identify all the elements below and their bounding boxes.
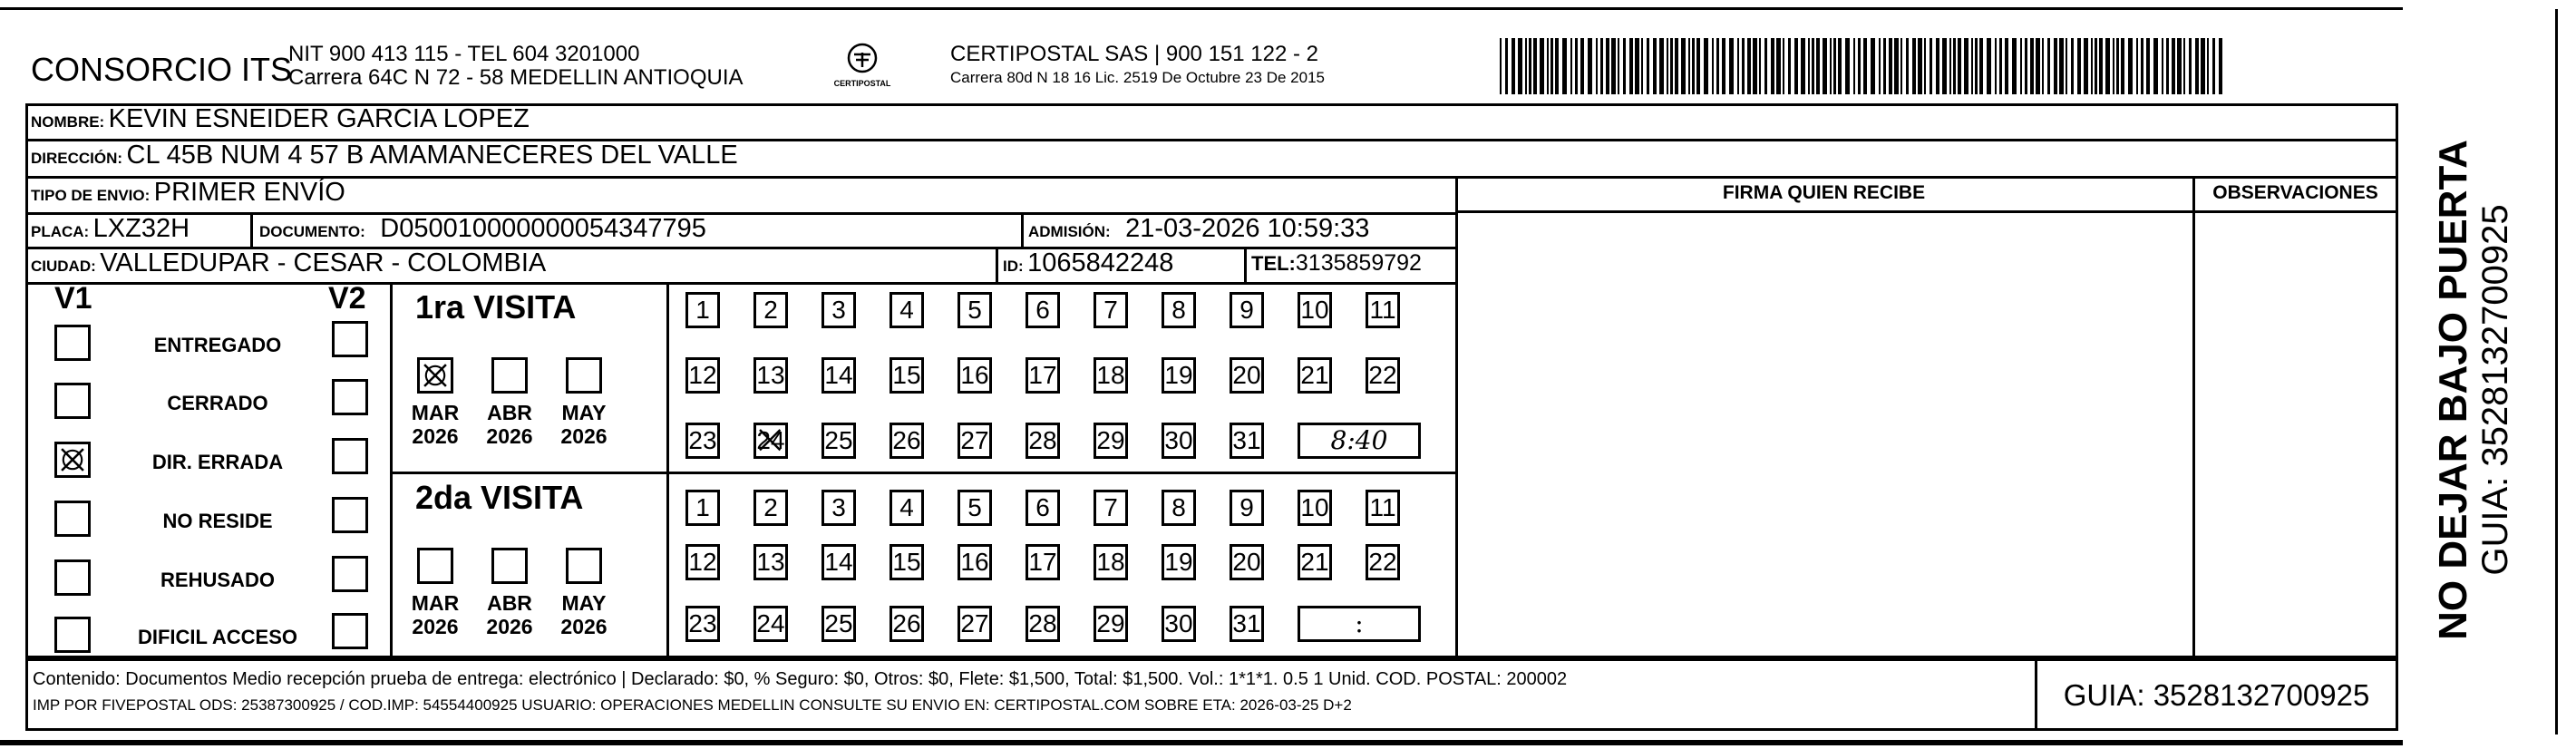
barcode-bar bbox=[1833, 38, 1836, 94]
second-day-23[interactable]: 23 bbox=[685, 606, 720, 642]
barcode-bar bbox=[1838, 38, 1842, 94]
barcode-bar bbox=[1580, 38, 1584, 94]
barcode-bar bbox=[1975, 38, 1978, 94]
documento-row bbox=[259, 214, 706, 244]
bottom-border bbox=[0, 740, 2403, 745]
first-month-label bbox=[408, 401, 462, 448]
first-day-6[interactable]: 6 bbox=[1026, 292, 1060, 328]
second-day-2[interactable]: 2 bbox=[753, 490, 788, 526]
barcode-bar bbox=[1949, 38, 1951, 94]
second-day-22[interactable]: 22 bbox=[1366, 544, 1400, 580]
barcode-bar bbox=[1712, 38, 1714, 94]
barcode-bar bbox=[1737, 38, 1739, 94]
barcode-bar bbox=[1759, 38, 1761, 94]
day-number: 24 bbox=[756, 426, 785, 454]
barcode-bar bbox=[1894, 38, 1899, 94]
second-day-17[interactable]: 17 bbox=[1026, 544, 1060, 580]
second-time-field[interactable]: : bbox=[1298, 606, 1421, 642]
second-day-29[interactable]: 29 bbox=[1094, 606, 1128, 642]
company-address: Carrera 64C N 72 - 58 MEDELLIN ANTIOQUIA bbox=[288, 65, 744, 90]
month-year: 2026 bbox=[486, 615, 533, 638]
barcode-bar bbox=[2121, 38, 2124, 94]
barcode-bar bbox=[2047, 38, 2050, 94]
barcode-bar bbox=[1653, 38, 1657, 94]
barcode-bar bbox=[1889, 38, 1892, 94]
barcode-bar bbox=[1647, 38, 1649, 94]
first-day-12[interactable]: 12 bbox=[685, 357, 720, 394]
side-guia: GUIA: 3528132700925 bbox=[2475, 204, 2515, 576]
barcode-bar bbox=[2020, 38, 2022, 94]
barcode-bar bbox=[1635, 38, 1639, 94]
second-month-checkbox-abr[interactable] bbox=[491, 548, 528, 584]
barcode-bar bbox=[2071, 38, 2074, 94]
second-day-24[interactable]: 24 bbox=[753, 606, 788, 642]
barcode-bar bbox=[2189, 38, 2192, 94]
barcode-bar bbox=[1788, 38, 1791, 94]
first-day-28[interactable]: 28 bbox=[1026, 423, 1060, 459]
status-option-label: DIFICIL ACCESO bbox=[137, 626, 297, 648]
barcode-bar bbox=[1681, 38, 1686, 94]
second-month-checkbox-mar[interactable] bbox=[417, 548, 453, 584]
barcode-bar bbox=[2091, 38, 2093, 94]
month-year: 2026 bbox=[412, 615, 459, 638]
tel-row bbox=[1251, 250, 1422, 277]
firma-header: FIRMA QUIEN RECIBE bbox=[1722, 182, 1926, 203]
barcode-bar bbox=[1618, 38, 1619, 94]
barcode-bar bbox=[2219, 38, 2222, 94]
barcode-bar bbox=[1742, 38, 1745, 94]
second-day-27[interactable]: 27 bbox=[957, 606, 992, 642]
first-day-5[interactable]: 5 bbox=[957, 292, 992, 328]
barcode-bar bbox=[1696, 38, 1700, 94]
barcode-bar bbox=[1863, 38, 1867, 94]
barcode-bar bbox=[1659, 38, 1664, 94]
first-month-checkbox-may[interactable] bbox=[566, 357, 602, 394]
barcode-bar bbox=[2201, 38, 2205, 94]
first-day-22[interactable]: 22 bbox=[1366, 357, 1400, 394]
barcode-bar bbox=[2099, 38, 2103, 94]
logo-text: CERTIPOSTAL bbox=[833, 79, 891, 88]
v1-checkbox-4[interactable] bbox=[54, 559, 91, 596]
first-day-7[interactable]: 7 bbox=[1094, 292, 1128, 328]
v1-checkbox-3[interactable] bbox=[54, 501, 91, 537]
barcode-bar bbox=[1540, 38, 1544, 94]
barcode-bar bbox=[2095, 38, 2097, 94]
second-day-14[interactable]: 14 bbox=[821, 544, 856, 580]
month-year: 2026 bbox=[486, 424, 533, 448]
barcode-bar bbox=[1753, 38, 1757, 94]
company-name: CONSORCIO ITS bbox=[31, 51, 293, 88]
v1-header: V1 bbox=[54, 281, 92, 316]
second-day-25[interactable]: 25 bbox=[821, 606, 856, 642]
right-edge bbox=[2555, 9, 2558, 734]
barcode-bar bbox=[1953, 38, 1956, 94]
admision-label: ADMISIÓN: bbox=[1028, 223, 1111, 240]
barcode-bar bbox=[2153, 38, 2158, 94]
barcode-bar bbox=[2141, 38, 2143, 94]
barcode-bar bbox=[1747, 38, 1751, 94]
second-day-30[interactable]: 30 bbox=[1162, 606, 1196, 642]
barcode-bar bbox=[1871, 38, 1875, 94]
barcode-bar bbox=[1500, 38, 1502, 94]
barcode-bar bbox=[2005, 38, 2008, 94]
barcode-bar bbox=[1999, 38, 2002, 94]
status-option-label: REHUSADO bbox=[160, 569, 275, 591]
second-day-12[interactable]: 12 bbox=[685, 544, 720, 580]
second-month-label bbox=[482, 591, 537, 638]
barcode-bar bbox=[2105, 38, 2110, 94]
second-day-3[interactable]: 3 bbox=[821, 490, 856, 526]
barcode-bar bbox=[1547, 38, 1549, 94]
first-day-18[interactable]: 18 bbox=[1094, 357, 1128, 394]
barcode-bar bbox=[1783, 38, 1784, 94]
v1-checkbox-2[interactable] bbox=[54, 442, 91, 478]
first-day-31[interactable]: 31 bbox=[1230, 423, 1264, 459]
barcode-bar bbox=[1675, 38, 1678, 94]
barcode-bar bbox=[1958, 38, 1961, 94]
barcode-bar bbox=[2077, 38, 2081, 94]
ciudad-value: VALLEDUPAR - CESAR - COLOMBIA bbox=[100, 248, 547, 277]
barcode-bar bbox=[1588, 38, 1592, 94]
v2-header: V2 bbox=[328, 281, 366, 316]
barcode-bar bbox=[1596, 38, 1598, 94]
second-visit-title: 2da VISITA bbox=[415, 479, 584, 516]
barcode-bar bbox=[1900, 38, 1902, 94]
month-name: MAY bbox=[561, 401, 607, 424]
barcode-bar bbox=[1600, 38, 1603, 94]
month-name: MAR bbox=[411, 591, 460, 615]
barcode-bar bbox=[2146, 38, 2150, 94]
first-day-25[interactable]: 25 bbox=[821, 423, 856, 459]
direccion-label: DIRECCIÓN: bbox=[31, 150, 123, 167]
status-option-label: ENTREGADO bbox=[153, 334, 282, 356]
barcode-bar bbox=[2012, 38, 2017, 94]
tipo-value: PRIMER ENVÍO bbox=[153, 178, 345, 207]
barcode-bar bbox=[2059, 38, 2064, 94]
barcode-bar bbox=[2066, 38, 2067, 94]
v2-checkbox-1[interactable] bbox=[332, 379, 368, 415]
barcode-bar bbox=[1794, 38, 1798, 94]
barcode-bar bbox=[1771, 38, 1774, 94]
second-day-16[interactable]: 16 bbox=[957, 544, 992, 580]
barcode-bar bbox=[1936, 38, 1939, 94]
month-name: MAR bbox=[411, 401, 460, 424]
barcode-bar bbox=[1529, 38, 1531, 94]
barcode-bar bbox=[1924, 38, 1926, 94]
placa-label: PLACA: bbox=[31, 223, 90, 240]
first-day-19[interactable]: 19 bbox=[1162, 357, 1196, 394]
placa-row bbox=[31, 214, 190, 244]
first-day-8[interactable]: 8 bbox=[1162, 292, 1196, 328]
barcode-bar bbox=[2025, 38, 2027, 94]
first-day-30[interactable]: 30 bbox=[1162, 423, 1196, 459]
barcode-bar bbox=[1533, 38, 1537, 94]
tel-label: TEL: bbox=[1251, 252, 1296, 275]
barcode-bar bbox=[1606, 38, 1609, 94]
direccion-row bbox=[31, 141, 738, 170]
barcode-bar bbox=[1823, 38, 1827, 94]
barcode-bar bbox=[2212, 38, 2215, 94]
admision-value: 21-03-2026 10:59:33 bbox=[1125, 214, 1370, 243]
barcode-bar bbox=[1906, 38, 1909, 94]
id-value: 1065842248 bbox=[1027, 248, 1174, 277]
first-month-label bbox=[482, 401, 537, 448]
barcode-bar bbox=[1883, 38, 1886, 94]
tipo-row bbox=[31, 178, 345, 208]
placa-value: LXZ32H bbox=[92, 214, 190, 243]
barcode-bar bbox=[2162, 38, 2163, 94]
barcode-bar bbox=[1729, 38, 1734, 94]
documento-value: D050010000000054347795 bbox=[380, 214, 706, 243]
second-day-18[interactable]: 18 bbox=[1094, 544, 1128, 580]
month-year: 2026 bbox=[412, 424, 459, 448]
v1-checkbox-5[interactable] bbox=[54, 617, 91, 653]
barcode-bar bbox=[1830, 38, 1832, 94]
barcode-bar bbox=[1670, 38, 1673, 94]
v2-checkbox-4[interactable] bbox=[332, 556, 368, 592]
barcode-bar bbox=[1692, 38, 1695, 94]
certipostal-license: Carrera 80d N 18 16 Lic. 2519 De Octubre 23 De 2015 bbox=[950, 69, 1325, 86]
v1-checkbox-0[interactable] bbox=[54, 325, 91, 361]
first-month-checkbox-mar[interactable] bbox=[417, 357, 453, 394]
ciudad-label: CIUDAD: bbox=[31, 258, 96, 275]
v2-checkbox-0[interactable] bbox=[332, 321, 368, 357]
first-day-23[interactable]: 23 bbox=[685, 423, 720, 459]
barcode-bar bbox=[1550, 38, 1553, 94]
barcode-bar bbox=[1575, 38, 1578, 94]
second-day-9[interactable]: 9 bbox=[1230, 490, 1264, 526]
barcode-bar bbox=[1942, 38, 1947, 94]
first-day-20[interactable]: 20 bbox=[1230, 357, 1264, 394]
status-option-label: CERRADO bbox=[167, 392, 268, 414]
second-day-10[interactable]: 10 bbox=[1298, 490, 1332, 526]
first-day-16[interactable]: 16 bbox=[957, 357, 992, 394]
first-day-11[interactable]: 11 bbox=[1366, 292, 1400, 328]
barcode-bar bbox=[1667, 38, 1668, 94]
month-year: 2026 bbox=[560, 615, 608, 638]
barcode-bar bbox=[1623, 38, 1626, 94]
first-day-1[interactable]: 1 bbox=[685, 292, 720, 328]
first-day-14[interactable]: 14 bbox=[821, 357, 856, 394]
barcode-bar bbox=[1816, 38, 1820, 94]
barcode-bar bbox=[2177, 38, 2182, 94]
barcode-bar bbox=[2113, 38, 2114, 94]
first-day-26[interactable]: 26 bbox=[889, 423, 924, 459]
second-day-11[interactable]: 11 bbox=[1366, 490, 1400, 526]
second-day-31[interactable]: 31 bbox=[1230, 606, 1264, 642]
barcode-bar bbox=[2183, 38, 2185, 94]
barcode-bar bbox=[2054, 38, 2057, 94]
barcode-bar bbox=[1987, 38, 1991, 94]
barcode-bar bbox=[1611, 38, 1616, 94]
barcode-bar bbox=[2172, 38, 2175, 94]
second-day-5[interactable]: 5 bbox=[957, 490, 992, 526]
footer-contenido: Contenido: Documentos Medio recepción prueba de entrega: electrónico | Declarado: $0, % Seguro: $0, Otros: $0, Flete: $1,500, Total: $1,500. Vol.: 1*1*1. 0.5 1 Unid. COD. POSTAL: 200002 bbox=[33, 669, 1568, 689]
barcode-bar bbox=[2042, 38, 2044, 94]
barcode-bar bbox=[1812, 38, 1814, 94]
certipostal-logo bbox=[831, 42, 894, 88]
second-month-label bbox=[408, 591, 462, 638]
first-day-3[interactable]: 3 bbox=[821, 292, 856, 328]
status-option-label: NO RESIDE bbox=[162, 510, 273, 532]
barcode-bar bbox=[1930, 38, 1932, 94]
second-day-8[interactable]: 8 bbox=[1162, 490, 1196, 526]
first-month-label bbox=[557, 401, 611, 448]
barcode-bar bbox=[1858, 38, 1861, 94]
first-day-2[interactable]: 2 bbox=[753, 292, 788, 328]
barcode-bar bbox=[2207, 38, 2209, 94]
second-day-13[interactable]: 13 bbox=[753, 544, 788, 580]
barcode-bar bbox=[1704, 38, 1708, 94]
barcode-bar bbox=[1716, 38, 1719, 94]
first-day-17[interactable]: 17 bbox=[1026, 357, 1060, 394]
barcode-bar bbox=[1555, 38, 1559, 94]
barcode-bar bbox=[1562, 38, 1567, 94]
second-day-26[interactable]: 26 bbox=[889, 606, 924, 642]
observaciones-header: OBSERVACIONES bbox=[2212, 182, 2378, 203]
barcode-bar bbox=[2195, 38, 2199, 94]
first-day-4[interactable]: 4 bbox=[889, 292, 924, 328]
second-day-20[interactable]: 20 bbox=[1230, 544, 1264, 580]
barcode-bar bbox=[1912, 38, 1916, 94]
footer-guia: GUIA: 3528132700925 bbox=[2063, 678, 2370, 712]
barcode-bar bbox=[2084, 38, 2088, 94]
barcode-bar bbox=[2030, 38, 2034, 94]
first-day-27[interactable]: 27 bbox=[957, 423, 992, 459]
id-row bbox=[1003, 248, 1173, 278]
nombre-row bbox=[31, 104, 530, 134]
first-time-field[interactable]: 8:40 bbox=[1298, 423, 1421, 459]
barcode-bar bbox=[1518, 38, 1522, 94]
barcode-bar bbox=[1764, 38, 1767, 94]
barcode-bar bbox=[1629, 38, 1633, 94]
barcode-bar bbox=[1722, 38, 1725, 94]
barcode-bar bbox=[1808, 38, 1810, 94]
barcode-bar bbox=[2166, 38, 2169, 94]
documento-label: DOCUMENTO: bbox=[259, 223, 365, 240]
first-day-9[interactable]: 9 bbox=[1230, 292, 1264, 328]
v1-checkbox-1[interactable] bbox=[54, 383, 91, 419]
barcode-bar bbox=[1801, 38, 1805, 94]
first-visit-title: 1ra VISITA bbox=[415, 288, 577, 326]
barcode-bar bbox=[1879, 38, 1881, 94]
second-day-6[interactable]: 6 bbox=[1026, 490, 1060, 526]
first-day-15[interactable]: 15 bbox=[889, 357, 924, 394]
ciudad-row bbox=[31, 248, 546, 278]
v2-checkbox-2[interactable] bbox=[332, 438, 368, 474]
month-name: MAY bbox=[561, 591, 607, 615]
barcode-bar bbox=[1525, 38, 1527, 94]
second-day-15[interactable]: 15 bbox=[889, 544, 924, 580]
admision-row bbox=[1028, 214, 1369, 244]
barcode-bar bbox=[1918, 38, 1922, 94]
barcode-bar bbox=[1845, 38, 1850, 94]
tel-value: 3135859792 bbox=[1295, 250, 1422, 276]
second-day-28[interactable]: 28 bbox=[1026, 606, 1060, 642]
second-month-checkbox-may[interactable] bbox=[566, 548, 602, 584]
nombre-label: NOMBRE: bbox=[31, 113, 105, 131]
second-month-label bbox=[557, 591, 611, 638]
month-name: ABR bbox=[487, 401, 532, 424]
company-nit: NIT 900 413 115 - TEL 604 3201000 bbox=[288, 42, 640, 66]
barcode-bar bbox=[2136, 38, 2138, 94]
second-day-4[interactable]: 4 bbox=[889, 490, 924, 526]
month-year: 2026 bbox=[560, 424, 608, 448]
first-day-24[interactable] bbox=[753, 423, 788, 459]
first-day-10[interactable]: 10 bbox=[1298, 292, 1332, 328]
barcode-bar bbox=[2036, 38, 2040, 94]
barcode-bar bbox=[1995, 38, 1997, 94]
direccion-value: CL 45B NUM 4 57 B AMAMANECERES DEL VALLE bbox=[126, 141, 738, 170]
barcode-bar bbox=[1512, 38, 1515, 94]
barcode-bar bbox=[2128, 38, 2133, 94]
second-day-1[interactable]: 1 bbox=[685, 490, 720, 526]
barcode-bar bbox=[1570, 38, 1572, 94]
first-month-checkbox-abr[interactable] bbox=[491, 357, 528, 394]
second-day-19[interactable]: 19 bbox=[1162, 544, 1196, 580]
barcode-bar bbox=[1971, 38, 1973, 94]
status-option-label: DIR. ERRADA bbox=[151, 451, 284, 473]
nombre-value: KEVIN ESNEIDER GARCIA LOPEZ bbox=[108, 104, 530, 133]
barcode-bar bbox=[1688, 38, 1690, 94]
footer-imp: IMP POR FIVEPOSTAL ODS: 25387300925 / COD.IMP: 54554400925 USUARIO: OPERACIONES MEDELLIN CONSULTE SU ENVIO EN: CERTIPOSTAL.COM SOBRE ETA: 2026-03-25 D+2 bbox=[33, 696, 1352, 714]
id-label: ID: bbox=[1003, 258, 1024, 275]
barcode-bar bbox=[2116, 38, 2119, 94]
barcode-bar bbox=[1505, 38, 1508, 94]
barcode-bar bbox=[1641, 38, 1643, 94]
certipostal-info: CERTIPOSTAL SAS | 900 151 122 - 2 bbox=[950, 42, 1318, 66]
barcode-bar bbox=[1979, 38, 1983, 94]
first-day-13[interactable]: 13 bbox=[753, 357, 788, 394]
barcode-bar bbox=[1853, 38, 1855, 94]
first-day-21[interactable]: 21 bbox=[1298, 357, 1332, 394]
first-day-29[interactable]: 29 bbox=[1094, 423, 1128, 459]
v2-checkbox-5[interactable] bbox=[332, 613, 368, 649]
tipo-label: TIPO DE ENVIO: bbox=[31, 187, 151, 204]
second-day-7[interactable]: 7 bbox=[1094, 490, 1128, 526]
barcode-bar bbox=[1964, 38, 1968, 94]
month-name: ABR bbox=[487, 591, 532, 615]
barcode-bar bbox=[1776, 38, 1781, 94]
second-day-21[interactable]: 21 bbox=[1298, 544, 1332, 580]
side-title: NO DEJAR BAJO PUERTA bbox=[2431, 140, 2475, 640]
v2-checkbox-3[interactable] bbox=[332, 497, 368, 533]
